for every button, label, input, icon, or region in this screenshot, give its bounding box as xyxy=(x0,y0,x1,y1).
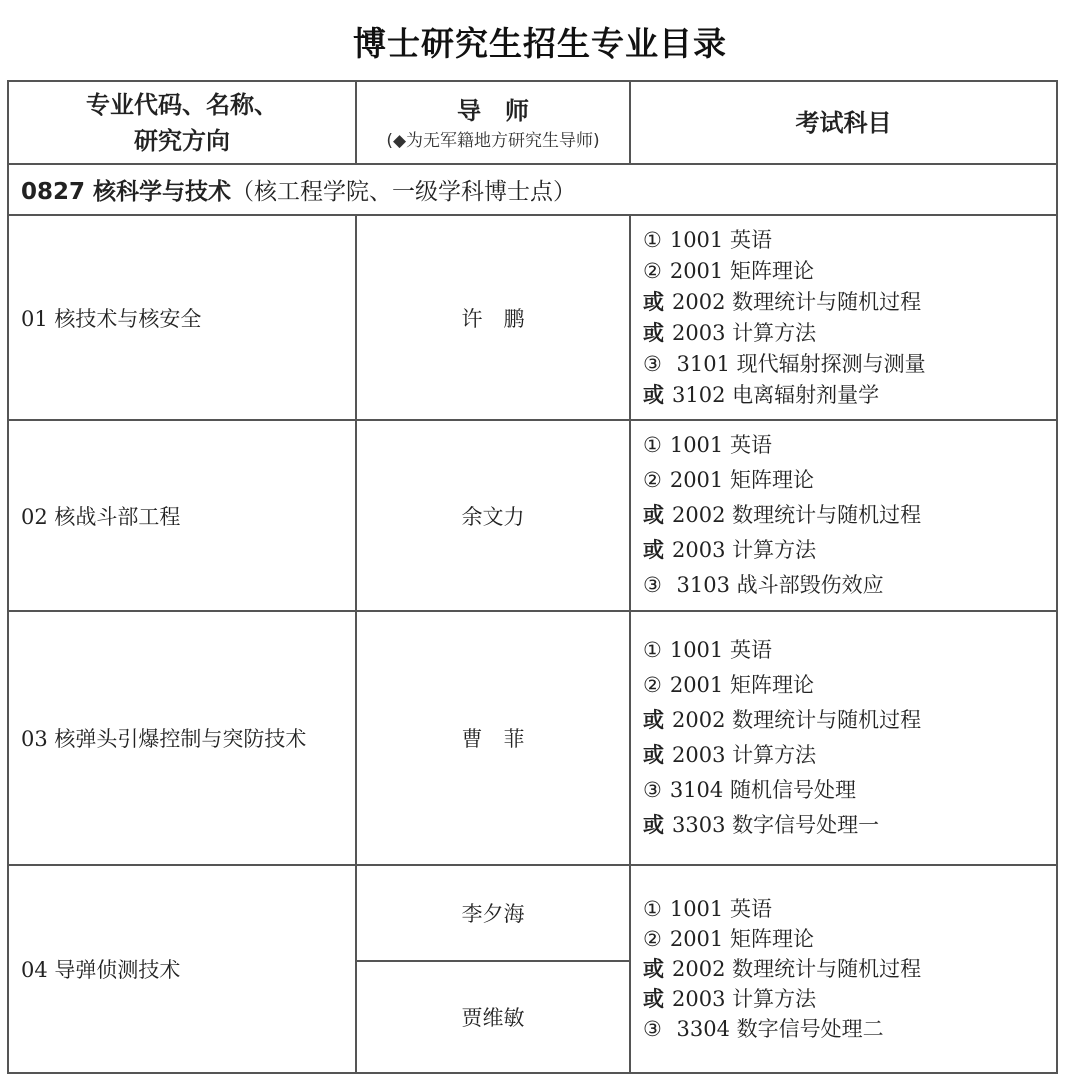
exam-line xyxy=(643,568,1044,603)
exam-line xyxy=(643,633,1044,668)
exam-prefix: ② xyxy=(643,673,662,697)
exam-subject: 2001 矩阵理论 xyxy=(669,258,814,283)
exam-prefix: ② xyxy=(643,258,662,283)
page-title: 博士研究生招生专业目录 xyxy=(353,24,727,63)
header-row xyxy=(8,81,1057,164)
exam-line xyxy=(643,225,1044,256)
exam-line xyxy=(643,256,1044,287)
header-major xyxy=(8,81,356,164)
header-tutor-label: 导 师 xyxy=(457,96,529,125)
exam-subjects xyxy=(630,420,1057,611)
exam-subject: 1001 英语 xyxy=(669,897,772,921)
exam-subject: 2003 计算方法 xyxy=(672,320,817,345)
exam-subject: 2003 计算方法 xyxy=(672,538,817,562)
exam-or-marker: 或 xyxy=(643,987,664,1011)
tutor-name: 李夕海 xyxy=(356,865,630,961)
table-row xyxy=(8,865,1057,961)
exam-prefix: ③ xyxy=(643,1017,662,1041)
section-row xyxy=(8,164,1057,215)
exam-prefix: ① xyxy=(643,897,662,921)
exam-subject: 2002 数理统计与随机过程 xyxy=(672,289,922,314)
section-code-name: 0827 核科学与技术 xyxy=(21,179,232,205)
header-major-line1: 专业代码、名称、 xyxy=(86,90,278,119)
exam-prefix: ① xyxy=(643,433,662,457)
section-cell xyxy=(8,164,1057,215)
exam-prefix: ② xyxy=(643,927,662,951)
exam-prefix: ① xyxy=(643,638,662,662)
header-exam xyxy=(630,81,1057,164)
exam-or-marker: 或 xyxy=(643,813,664,837)
table-row xyxy=(8,611,1057,865)
section-note: （核工程学院、一级学科博士点） xyxy=(231,179,577,205)
catalog-table xyxy=(7,80,1058,1074)
exam-subject: 3303 数字信号处理一 xyxy=(672,813,880,837)
exam-line xyxy=(643,738,1044,773)
exam-line xyxy=(643,984,1044,1014)
table-row xyxy=(8,215,1057,420)
exam-subject: 3103 战斗部毁伤效应 xyxy=(669,573,884,597)
exam-subject: 2002 数理统计与随机过程 xyxy=(672,708,922,732)
research-direction: 04 导弹侦测技术 xyxy=(8,865,356,1073)
exam-line xyxy=(643,318,1044,349)
exam-subject: 2003 计算方法 xyxy=(672,987,817,1011)
exam-subject: 3104 随机信号处理 xyxy=(669,778,856,802)
tutor-name: 余文力 xyxy=(356,420,630,611)
exam-line xyxy=(643,924,1044,954)
exam-prefix: ③ xyxy=(643,573,662,597)
header-tutor-note: (◆为无军籍地方研究生导师) xyxy=(386,130,600,151)
exam-line xyxy=(643,1014,1044,1044)
table-row xyxy=(8,420,1057,611)
tutor-name: 许 鹏 xyxy=(356,215,630,420)
exam-subject: 1001 英语 xyxy=(669,227,772,252)
exam-or-marker: 或 xyxy=(643,320,664,345)
exam-subject: 1001 英语 xyxy=(669,433,772,457)
exam-prefix: ② xyxy=(643,468,662,492)
tutor-name: 曹 菲 xyxy=(356,611,630,865)
exam-line xyxy=(643,287,1044,318)
exam-line xyxy=(643,954,1044,984)
rows-body xyxy=(8,215,1057,1073)
exam-subject: 3102 电离辐射剂量学 xyxy=(672,382,880,407)
exam-line xyxy=(643,894,1044,924)
research-direction: 03 核弹头引爆控制与突防技术 xyxy=(8,611,356,865)
exam-subject: 2001 矩阵理论 xyxy=(669,927,814,951)
exam-or-marker: 或 xyxy=(643,957,664,981)
exam-line xyxy=(643,773,1044,808)
exam-subject: 2001 矩阵理论 xyxy=(669,468,814,492)
exam-line xyxy=(643,703,1044,738)
header-tutor xyxy=(356,81,630,164)
exam-or-marker: 或 xyxy=(643,538,664,562)
exam-subject: 1001 英语 xyxy=(669,638,772,662)
exam-subjects xyxy=(630,611,1057,865)
exam-or-marker: 或 xyxy=(643,382,664,407)
research-direction: 01 核技术与核安全 xyxy=(8,215,356,420)
tutor-name: 贾维敏 xyxy=(356,961,630,1073)
exam-line xyxy=(643,428,1044,463)
exam-or-marker: 或 xyxy=(643,289,664,314)
exam-line xyxy=(643,380,1044,411)
exam-subject: 2001 矩阵理论 xyxy=(669,673,814,697)
exam-prefix: ① xyxy=(643,227,662,252)
exam-subject: 2002 数理统计与随机过程 xyxy=(672,957,922,981)
exam-or-marker: 或 xyxy=(643,503,664,527)
exam-subject: 2002 数理统计与随机过程 xyxy=(672,503,922,527)
exam-prefix: ③ xyxy=(643,778,662,802)
exam-subject: 3101 现代辐射探测与测量 xyxy=(669,351,926,376)
exam-subjects xyxy=(630,215,1057,420)
header-exam-label: 考试科目 xyxy=(795,108,892,137)
exam-line xyxy=(643,498,1044,533)
exam-line xyxy=(643,463,1044,498)
exam-line xyxy=(643,808,1044,843)
exam-prefix: ③ xyxy=(643,351,662,376)
exam-subjects xyxy=(630,865,1057,1073)
exam-or-marker: 或 xyxy=(643,708,664,732)
header-major-line2: 研究方向 xyxy=(134,126,230,155)
exam-line xyxy=(643,349,1044,380)
exam-or-marker: 或 xyxy=(643,743,664,767)
exam-line xyxy=(643,533,1044,568)
research-direction: 02 核战斗部工程 xyxy=(8,420,356,611)
exam-subject: 3304 数字信号处理二 xyxy=(669,1017,884,1041)
exam-subject: 2003 计算方法 xyxy=(672,743,817,767)
exam-line xyxy=(643,668,1044,703)
